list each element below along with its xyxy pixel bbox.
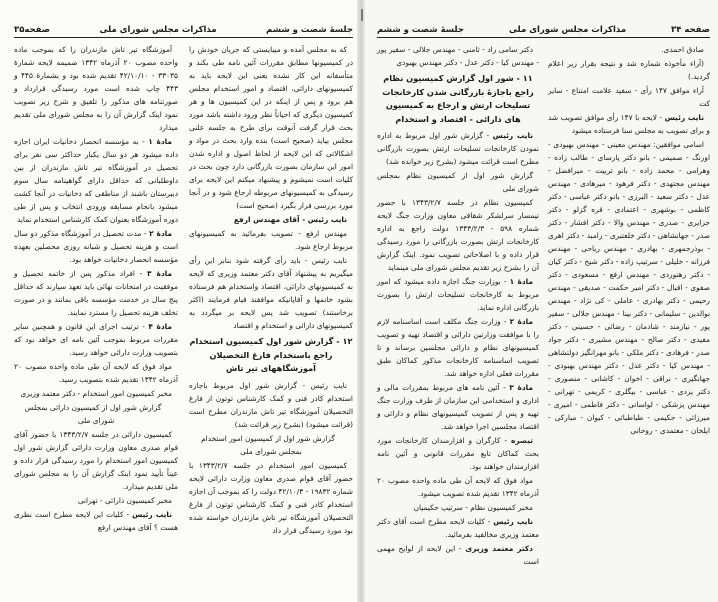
paragraph: مخبر کمیسیون نظام - سرتیپ حکیمیان — [413, 503, 533, 512]
text-column — [377, 43, 539, 569]
paragraph: گزارش شور اول از کمیسیون دارائی بمجلس شورای ملی — [24, 403, 162, 425]
scan-mark: ❘ — [357, 7, 368, 21]
paragraph: آموزشگاه تیر تاش مازندران را که بموجب ماده واحده مصوب ۲۰ آذرماه ۱۳۴۲ ضمیمه لایحه شمارهٔ ۳۳۰۳۵ - ۴۲/۱۰/۱۰ تقدیم شده بود و بشمارهٔ ۴۴۵ و ۴۴۳ چاپ شده است مورد رسیدگی قرارداد و صورتنامه های مذکور را تلفیق و شرح زیر تصویب نمود اینک گزارش آن را به مجلس شورای ملی تقدیم میدارد — [14, 45, 178, 132]
right-page — [365, 0, 718, 602]
speaker-label: مادهٔ ۳ — [147, 269, 172, 278]
speaker-label: نایب رئیس — [132, 510, 172, 519]
session-label: جلسهٔ شصت و ششم — [377, 25, 464, 35]
paragraph: کمیسیون نظام در جلسه ۱۳۴۳/۲/۷ با حضور تیمسار سرلشکر شقاقی معاون وزارت جنگ لایحه شماره ۵۹۸ - ۱۳۴۳/۲/۳ دولت راجع به اداره کارخانجات ارتش بصورت بازرگانی را مورد رسیدگی قرار داده و با اصلاحاتی تصویب نمود. اینک گزارش آن را بشرح زیر تقدیم مجلس شورای ملی مینماید — [377, 198, 539, 272]
paragraph: آراء موافق ۱۴۷ رأی - سفید علامت امتناع - سایر کت — [548, 86, 710, 108]
paragraph: مادهٔ ۱ - به مؤسسه انحصار دخانیات ایران اجازه داده میشود هر دو سال یکبار حداکثر سی نفر برای تحصیل در آموزشگاه تیر تاش مازندران از بین داوطلبانی که حداقل دارای گواهینامه سال سوم دبیرستان باشند از مناطقی که دخانیات در آنجا کشت میشود بانجام مسابقه ورودی انتخاب و پس از طی دوره آموزشگاه بعنوان کمک کارشناس استخدام نماید — [14, 137, 178, 224]
paragraph: نایب رئیس - کلیات لایحه مطرح است آقای دکتر معتمد وزیری مخالفید بفرمائید. — [377, 517, 539, 539]
speaker-label: نایب رئیس - آقای مهندس ارفع — [233, 215, 347, 224]
paragraph — [189, 213, 353, 226]
speaker-label: مادهٔ ۳ — [509, 383, 533, 392]
publication-title: مذاکرات مجلس شورای ملی — [99, 25, 217, 35]
paragraph: اسامی موافقین: مهندس معینی - مهندس بهبودی - اورنگ - صمیمی - بانو دکتر پارسای - طالب زاده - وهرامی - محمد زاده - بانو تربیت - میرافضل - مهندس مجتهدی - دکتر فرهود - میرهادی - مهندس عدل - دکتر سعید - البرزی - بانو دکتر عباسی - دکتر کاظمی - بوشهری - اعتمادی - قره گزلو - دکتر جزایری - صدری - مهندس والا - دکتر افشار - دکتر صدر - جهانشاهی - دکتر خلعتبری - رامبد - دکتر اهری - بوذرجمهری - بهادری - مهندس ریاحی - مهندس فرزانه - خلیلی - سرتیپ زاده - دکتر شیخ - دکتر کیان - دکتر رهنوردی - مهندس ارفع - مسعودی - دکتر صفوی - اقبال - دکتر امیر حکمت - صدیقی - مهندس رحیمی - دکتر بهادری - عاملی - کی نژاد - مهندس نوالدین - سلیمانی - دکتر بینا - مهندس جلالی - سفیر پور - نیازمند - شادمان - رضائی - حسینی - دکتر مفیدی - دکتر صالح - مهندس مشیری - دکتر جواد صدر - فرهادی - دکتر ملکی - بانو مهرانگیز دولتشاهی - مهندس کیا - دکتر عدل - دکتر مهندس بهبودی - جهانگیری - نراقی - اخوان - کاشانی - منصوری - دکتر یزدی - عباسی - بیگلری - کریمی - تهرانی - مهندس پزشکی - لواسانی - دکتر فاطمی - امیری - میرزائی - حکیمی - طباطبائی - کیوان - مبارکی - ایلخان - معتمدی - روحانی — [548, 140, 710, 435]
paragraph: نایب رئیس - لایحه با ۱۴۷ رأی موافق تصویب شد و برای تصویب به مجلس سنا فرستاده میشود — [548, 113, 710, 135]
paragraph: گزارش شور اول از کمیسیون نظام بمجلس شورای ملی — [377, 171, 539, 193]
speaker-label: مادهٔ ۱ — [148, 137, 172, 146]
page-header — [14, 22, 353, 38]
column-group — [377, 43, 710, 569]
paragraph: گزارش شور اول از کمیسیون امور استخدام بمجلس شورای ملی — [201, 433, 335, 456]
column-group — [14, 43, 353, 538]
book-gutter — [357, 0, 368, 602]
text-column — [548, 43, 710, 569]
text-column — [14, 43, 178, 538]
paragraph: تبصره - کارگران و افزارمندان کارخانجات مورد بحث کماکان تابع مقررات قانونی و آئین نامه افزارمندان خواهند بود. — [377, 436, 539, 471]
section-heading: ۱۲ - گزارش شور اول کمیسیون استخدام راجع باستخدام فارغ التحصیلان آموزشگاههای تیر تاش — [189, 336, 353, 373]
paragraph: دکتر معتمد وزیری - این لایحه از لوایح مهمی است — [377, 544, 539, 566]
paragraph: مواد فوق که لایحه آن طی ماده واحده مصوب ۲۰ آذرماه ۱۳۴۲ تقدیم شده بتصویب رسید. — [14, 362, 178, 384]
paragraph: نایب رئیس - گزارش شور اول مربوط به اداره نمودن کارخانجات تسلیحات ارتش بصورت بازرگانی مطرح است قرائت میشود (بشرح زیر خوانده شد) — [377, 131, 539, 166]
paragraph: مهندس ارفع - تصویب بفرمائید به کمیسیونهای مربوط ارجاع شود. — [189, 229, 353, 251]
paragraph: نایب رئیس - گزارش شور اول مربوط باجازه استخدام کادر فنی و کمک کارشناس توتون از فارغ التحصیلان آموزشگاه تیر تاش مازندران مطرح است (قرائت میشود) (بشرح زیر قرائت شد) — [189, 380, 353, 429]
paragraph: صادق احمدی. — [661, 45, 704, 54]
paragraph: مادهٔ ۲ - وزارت جنگ مکلف است اساسنامه لازم را با موافقت وزارتین دارائی و اقتصاد تهیه و تصویب کمیسیونهای نظام و دارائی مجلسین برساند و تا تصویب اساسنامه کارخانجات مذکور کماکان طبق مقررات فعلی اداره خواهد شد. — [377, 317, 539, 378]
paragraph: نایب رئیس - باید رأی گرفته شود بنابر این رأی میگیریم به پیشنهاد آقای دکتر معتمد وزیری که لایحه به کمیسیونهای دارائی، اقتصاد واستخدام هم فرستاده بشود خانمها و آقایانیکه موافقند قیام فرمایند (اکثر برخاستند) تصویب شد پس لایحه بر میگردد به کمیسیونهای دارائی و استخدام و اقتصاد — [189, 256, 353, 330]
speaker-label: مادهٔ ۲ — [149, 229, 172, 238]
paragraph: کمیسیون امور استخدام در جلسه ۱۳۴۳/۲/۷ با حضور آقای قوام صدری معاون وزارت دارائی لایحه شماره ۱۹۸۳۲ - ۴۲/۱۰/۳ دولت را که بموجب آن اجازه استخدام کادر فنی و کمک کارشناس توتون از فارغ التحصیلان آموزشگاه تیر تاش مازندران خواسته شده بود مورد رسیدگی قرار داد — [189, 460, 353, 535]
speaker-label: نایب رئیس — [664, 113, 704, 122]
paragraph: مواد فوق که لایحه آن طی ماده واحده مصوب ۲۰ آذرماه ۱۳۴۲ تقدیم شده تصویب میشود. — [377, 476, 539, 498]
speaker-label: نایب رئیس — [492, 131, 533, 140]
paragraph: مادهٔ ۴ - ترتیب اجرای این قانون و همچنین سایر مقررات مربوط بموجب آئین نامه ای خواهد بود که بتصویب وزارت دارائی خواهد رسید. — [14, 322, 178, 357]
speaker-label: نایب رئیس — [493, 517, 533, 526]
section-heading: ۱۱ - شور اول گزارش کمیسیون نظام راجع باجازهٔ بازرگانی شدن کارخانجات تسلیحات ارتش و ارجاع به کمیسیون های دارائی - اقتصاد و استخدام — [382, 73, 534, 124]
paragraph: مادهٔ ۳ - افراد مذکور پس از خاتمه تحصیل و موفقیت در امتحانات نهائی باید تعهد سپارند که حداقل پنج سال در خدمت مؤسسه باقی بمانند و در صورت تخلف هزینه تحصیل را مسترد نمایند. — [14, 269, 178, 317]
speaker-label: دکتر معتمد وزیری — [465, 544, 533, 553]
session-label: جلسهٔ شصت و ششم — [266, 25, 353, 35]
left-page — [0, 0, 357, 602]
paragraph: (آراء مأخوذه شماره شد و نتیجه بقرار زیر اعلام گردید.) — [548, 59, 710, 81]
paragraph: مادهٔ ۲ - مدت تحصیل در آموزشگاه مذکور دو سال است و هزینه تحصیل و شبانه روزی محصلین بعهده مؤسسه انحصار دخانیات خواهد بود. — [14, 229, 178, 264]
page-number: صفحه ۳۴ — [671, 25, 710, 35]
paragraph: مخبر کمیسیون امور استخدام - دکتر معتمد وزیری — [20, 389, 172, 398]
paragraph: دکتر سامی راد - ثامنی - مهندس جلالی - سفیر پور - مهندس کیا - دکتر عدل - دکتر مهندس بهبودی — [377, 45, 539, 67]
paragraph: کمیسیون دارائی در جلسه ۱۳۴۳/۲/۷ با حضور آقای قوام صدری معاون وزارت دارائی گزارش شور اول کمیسیون امور استخدام را مورد رسیدگی قرار داده و عیناً تأیید نمود اینک گزارش آن را به مجلس شورای ملی تقدیم میدارد. — [14, 430, 178, 491]
publication-title: مذاکرات مجلس شورای ملی — [508, 25, 627, 35]
page-number: صفحه۳۵ — [14, 25, 51, 35]
paragraph: مخبر کمیسیون دارائی - تهرانی — [77, 496, 172, 505]
paragraph: نایب رئیس - کلیات این لایحه مطرح است نظری هست ؟ آقای مهندس ارفع — [14, 510, 178, 532]
paragraph: مادهٔ ۱ - بوزارت جنگ اجازه داده میشود که امور مربوط به کارخانجات تسلیحات ارتش را بصورت بازرگانی اداره نماید. — [377, 277, 539, 312]
paragraph: که به مجلس آمده و میبایستی که جریان خودش را در کمیسیونها مطابق مقررات آئین نامه طی بکند و متأسفانه این کار نشده یعنی این لایحه باید به کمیسیونهای دارائی، اقتصاد و امور استخدام مجلس هم برود و پس از اینکه در این کمیسیون ها و هر کمیسیون دیگری که احیاناً نظر ورود داشته باشد مورد بحث قرار گرفت آنوقت برای طرح به جلسه علنی مجلس بیاید (صحیح است) بنده وارد بحث در مواد و اشکالاتی که این لایحه از لحاظ اصول و اداره شدن امور این سازمان بصورت بازرگانی دارد چون بحث در کلیات است نمیشوم و پیشنهاد میکنم این لایحه برای رسیدگی به کمیسیونهای مربوطه ارجاع شود و در آنجا مورد بررسی قرار بگیرد (صحیح است) — [189, 45, 353, 210]
speaker-label: تبصره — [510, 436, 533, 445]
speaker-label: مادهٔ ۱ — [509, 277, 533, 286]
text-column — [189, 43, 353, 538]
page-header — [377, 22, 710, 38]
speaker-label: مادهٔ ۴ — [148, 322, 172, 331]
speaker-label: مادهٔ ۲ — [509, 317, 533, 326]
paragraph: مادهٔ ۳ - آئین نامه های مربوط بمقررات مالی و اداری و استخدامی این سازمان از طرف وزارت جنگ تهیه و پس از تصویب کمیسیونهای نظام و دارائی و اقتصاد مجلسین اجرا خواهد شد. — [377, 383, 539, 431]
